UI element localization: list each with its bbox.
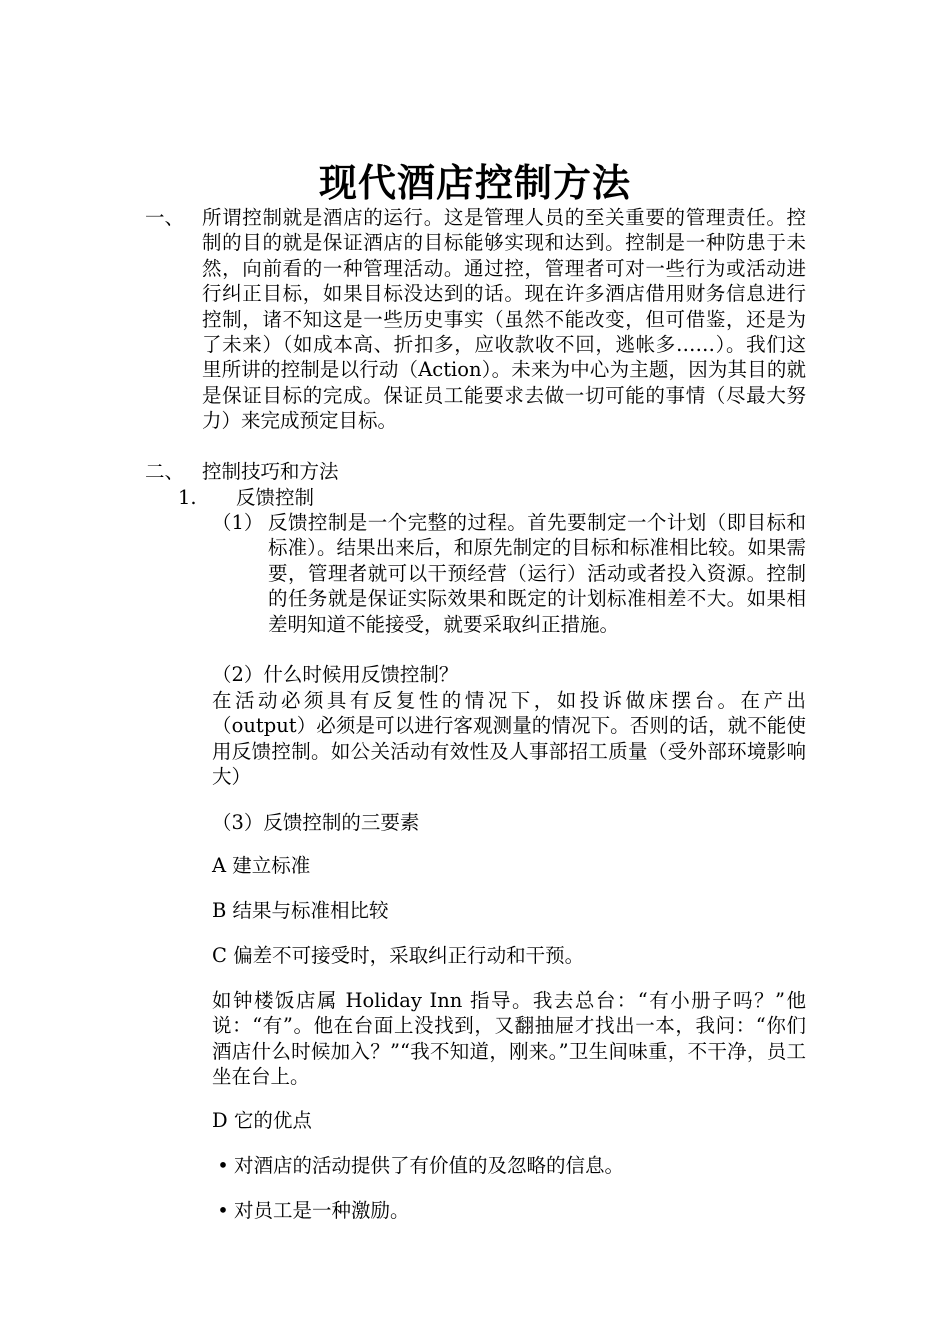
- item-2-heading: （2）什么时候用反馈控制？: [212, 663, 459, 686]
- subsection-1-marker: 1.: [178, 486, 197, 509]
- item-1-marker: （1）: [212, 511, 264, 534]
- document-title: 现代酒店控制方法: [318, 161, 631, 205]
- advantage-text-2: 对员工是一种激励。: [234, 1199, 410, 1222]
- advantage-text-1: 对酒店的活动提供了有价值的及忽略的信息。: [234, 1154, 625, 1177]
- advantage-bullet-2: [212, 1198, 410, 1223]
- element-a: A 建立标准: [212, 854, 311, 877]
- advantage-bullet-1: [212, 1153, 624, 1178]
- section-2-heading: 控制技巧和方法: [202, 460, 339, 483]
- section-1-paragraph: 所谓控制就是酒店的运行。这是管理人员的至关重要的管理责任。控制的目的就是保证酒店的目标能够实现和达到。控制是一种防患于未然，向前看的一种管理活动。通过控，管理者可对一些行为或活动进行纠正目标，如果目标没达到的话。现在许多酒店借用财务信息进行控制，诸不知这是一些历史事实（虽然不能改变，但可借鉴，还是为了未来）（如成本高、折扣多，应收款收不回，逃帐多……）。我们这里所讲的控制是以行动（Action）。未来为中心为主题，因为其目的就是保证目标的完成。保证员工能要求去做一切可能的事情（尽最大努力）来完成预定目标。: [202, 206, 806, 433]
- item-3-heading: （3）反馈控制的三要素: [212, 811, 420, 834]
- section-2-marker: 二、: [145, 460, 185, 483]
- section-1-marker: 一、: [145, 206, 185, 229]
- item-1-paragraph: 反馈控制是一个完整的过程。首先要制定一个计划（即目标和标准）。结果出来后，和原先制定的目标和标准相比较。如果需要，管理者就可以干预经营（运行）活动或者投入资源。控制的任务就是保证实际效果和既定的计划标准相差不大。如果相差明知道不能接受，就要采取纠正措施。: [268, 511, 806, 636]
- advantages-heading: D 它的优点: [212, 1109, 312, 1132]
- element-b: B 结果与标准相比较: [212, 899, 389, 922]
- example-paragraph: 如钟楼饭店属 Holiday Inn 指导。我去总台：“有小册子吗？”他说：“有”。他在台面上没找到，又翻抽屉才找出一本，我问：“你们酒店什么时候加入？”“我不知道，刚来。”卫生间味重，不干净，员工坐在台上。: [212, 989, 806, 1089]
- subsection-1-heading: 反馈控制: [236, 486, 315, 509]
- element-c: C 偏差不可接受时，采取纠正行动和干预。: [212, 944, 585, 967]
- item-2-paragraph: 在活动必须具有反复性的情况下，如投诉做床摆台。在产出（output）必须是可以进行客观测量的情况下。否则的话，就不能使用反馈控制。如公关活动有效性及人事部招工质量（受外部环境影响大）: [212, 689, 806, 789]
- bullet-dot-icon: •: [217, 1199, 229, 1222]
- bullet-dot-icon: •: [217, 1154, 229, 1177]
